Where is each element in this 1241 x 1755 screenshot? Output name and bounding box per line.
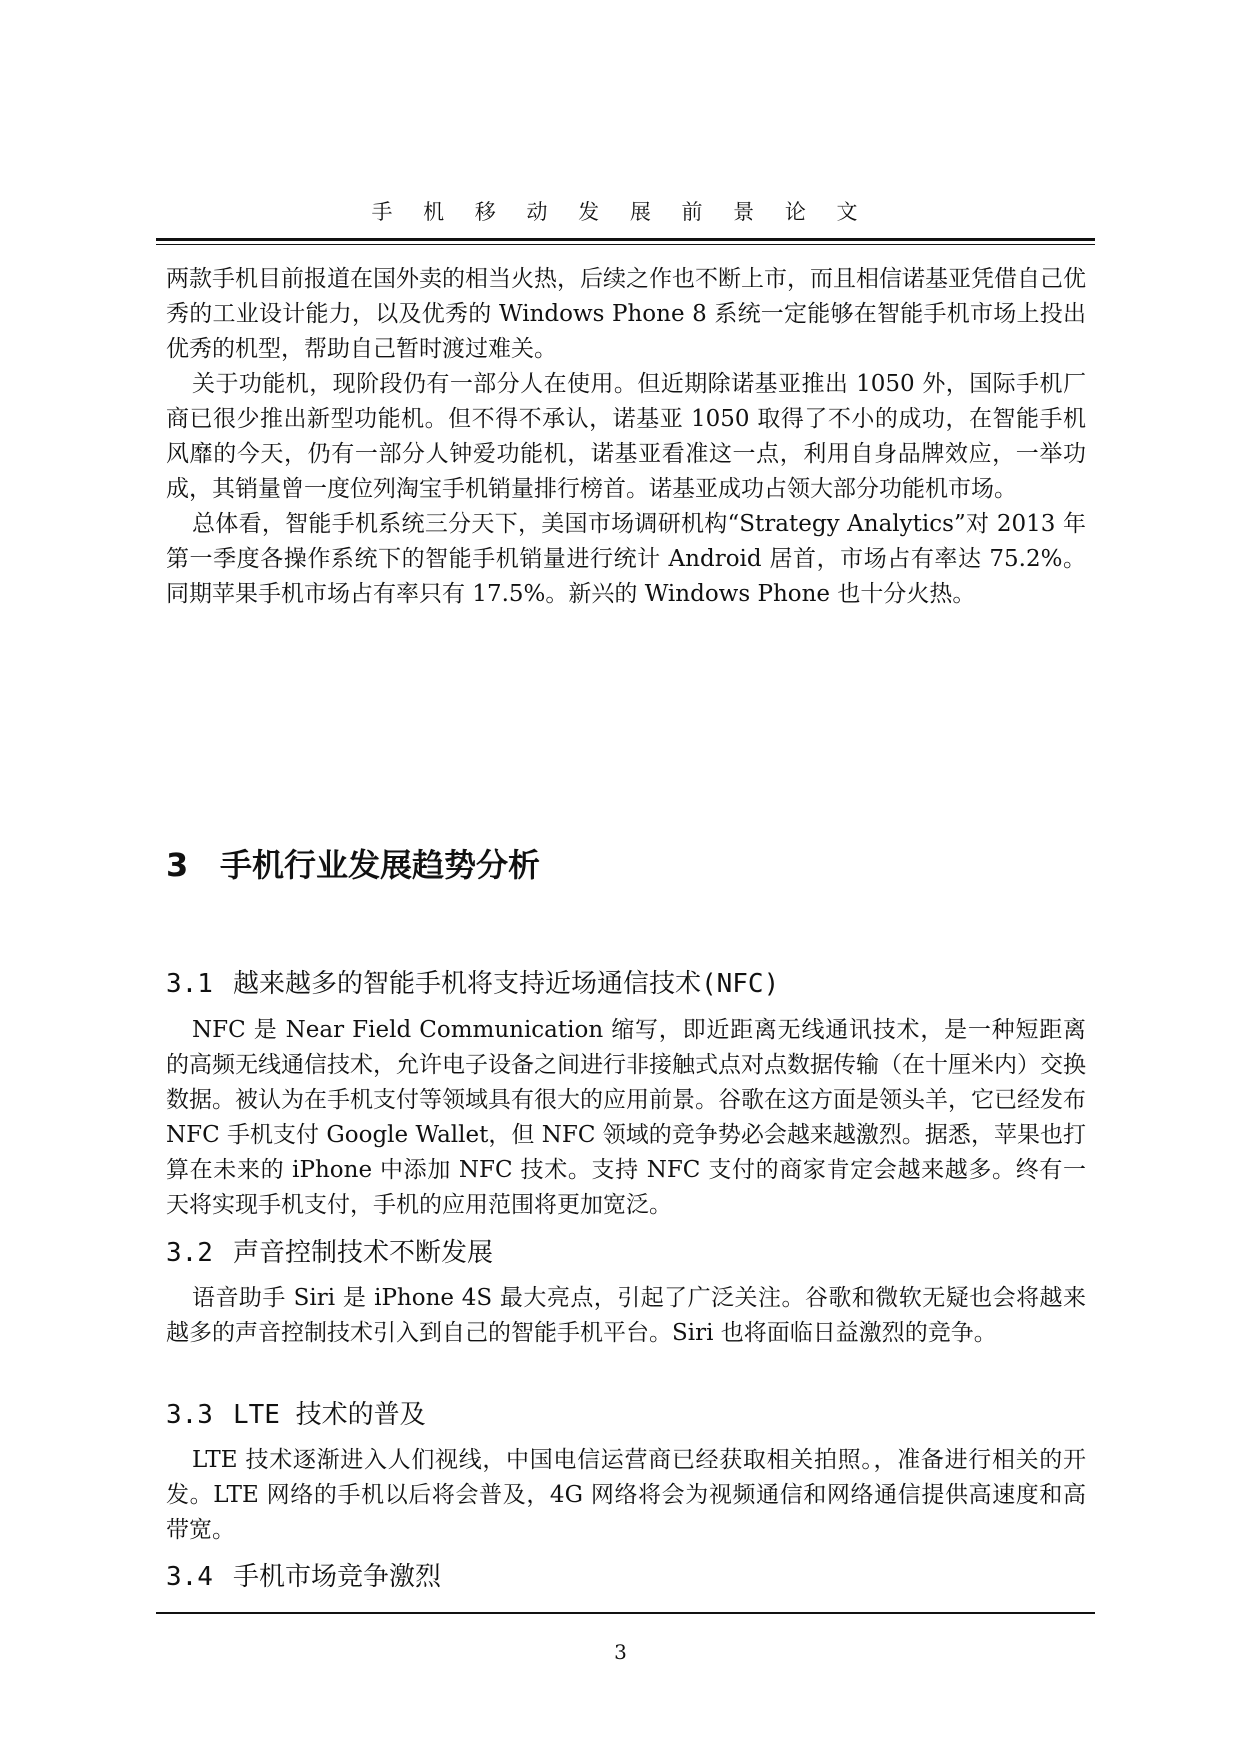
intro-text [166, 262, 1086, 612]
header-rule-thin [156, 244, 1095, 245]
section-heading-3-1 [166, 963, 779, 1000]
footer-rule [156, 1612, 1095, 1614]
section-number: 3.2 [166, 1238, 213, 1268]
section-number: 3.1 [166, 969, 213, 999]
intro-paragraph-1: 两款手机目前报道在国外卖的相当火热，后续之作也不断上市，而且相信诺基亚凭借自己优秀的工业设计能力，以及优秀的 Windows Phone 8 系统一定能够在智能手机市场上投出优秀的机型，帮助自己暂时渡过难关。 [166, 266, 1086, 362]
section-heading-3-4 [166, 1556, 441, 1593]
intro-paragraph-2: 关于功能机，现阶段仍有一部分人在使用。但近期除诺基亚推出 1050 外，国际手机厂商已很少推出新型功能机。但不得不承认，诺基亚 1050 取得了不小的成功，在智能手机风靡的今天，仍有一部分人钟爱功能机，诺基亚看准这一点，利用自身品牌效应，一举功成，其销量曾一度位列淘宝手机销量排行榜首。诺基亚成功占领大部分功能机市场。 [166, 371, 1086, 502]
section-title: 手机市场竞争激烈 [232, 1562, 441, 1592]
page-number: 3 [614, 1640, 627, 1664]
chapter-heading [166, 840, 540, 886]
running-header: 手 机 移 动 发 展 前 景 论 文 [371, 200, 870, 224]
header-rule-thick [156, 238, 1095, 241]
section-title: 越来越多的智能手机将支持近场通信技术(NFC) [232, 969, 780, 999]
section-paragraph: 语音助手 Siri 是 iPhone 4S 最大亮点，引起了广泛关注。谷歌和微软无疑也会将越来越多的声音控制技术引入到自己的智能手机平台。Siri 也将面临日益激烈的竞争。 [166, 1285, 1086, 1346]
section-body-3-1 [166, 1013, 1086, 1223]
section-number: 3.3 [166, 1400, 213, 1430]
chapter-number: 3 [166, 846, 189, 884]
section-heading-3-2 [166, 1232, 493, 1269]
section-number: 3.4 [166, 1562, 213, 1592]
section-body-3-2 [166, 1281, 1086, 1351]
chapter-title: 手机行业发展趋势分析 [220, 846, 541, 884]
section-title: 声音控制技术不断发展 [232, 1238, 493, 1268]
section-paragraph: NFC 是 Near Field Communication 缩写，即近距离无线通讯技术，是一种短距离的高频无线通信技术，允许电子设备之间进行非接触式点对点数据传输（在十厘米内）交换数据。被认为在手机支付等领域具有很大的应用前景。谷歌在这方面是领头羊，它已经发布 NFC 手机支付 Google Wallet，但 NFC 领域的竞争势必会越来越激烈。据悉，苹果也打算在未来的 iPhone 中添加 NFC 技术。支持 NFC 支付的商家肯定会越来越多。终有一天将实现手机支付，手机的应用范围将更加宽泛。 [166, 1017, 1086, 1218]
section-body-3-3 [166, 1443, 1086, 1548]
section-paragraph: LTE 技术逐渐进入人们视线，中国电信运营商已经获取相关拍照。，准备进行相关的开发。LTE 网络的手机以后将会普及，4G 网络将会为视频通信和网络通信提供高速度和高带宽。 [166, 1447, 1086, 1543]
intro-paragraph-3: 总体看，智能手机系统三分天下，美国市场调研机构“Strategy Analytics”对 2013 年第一季度各操作系统下的智能手机销量进行统计 Android 居首，市场占有率达 75.2%。同期苹果手机市场占有率只有 17.5%。新兴的 Windows Phone 也十分火热。 [166, 511, 1086, 607]
section-heading-3-3 [166, 1394, 426, 1431]
section-title: LTE 技术的普及 [232, 1400, 426, 1430]
